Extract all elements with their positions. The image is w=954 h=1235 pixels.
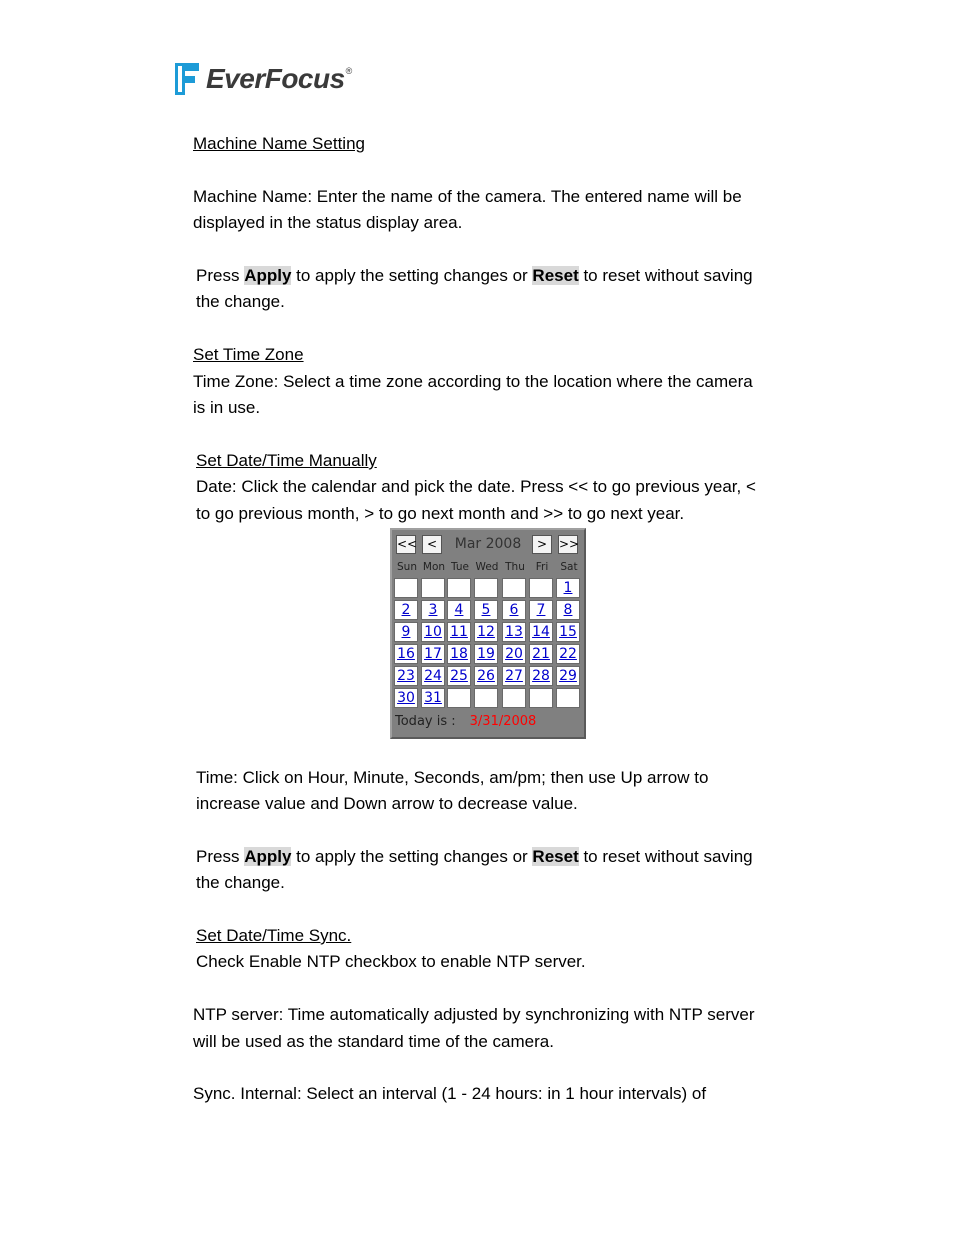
calendar-day-cell[interactable]	[556, 644, 580, 664]
calendar-day-cell[interactable]	[394, 600, 418, 620]
machine-name-heading: Machine Name Setting	[193, 134, 365, 153]
time-zone-heading: Set Time Zone	[193, 345, 304, 364]
calendar-day-cell[interactable]	[421, 644, 445, 664]
weekday-mon: Mon	[422, 561, 446, 573]
calendar-empty-cell	[529, 688, 553, 708]
calendar-day-cell[interactable]	[421, 622, 445, 642]
press-apply-reset-1-line-2: the change.	[196, 292, 285, 311]
sync-line-1: Check Enable NTP checkbox to enable NTP server.	[196, 952, 586, 971]
calendar-day-cell[interactable]	[556, 666, 580, 686]
calendar-day-cell[interactable]	[394, 688, 418, 708]
calendar-day-link[interactable]: 20	[505, 646, 523, 662]
calendar-day-link[interactable]: 3	[428, 602, 438, 618]
manual-date-line-2: to go previous month, > to go next month and >> to go next year.	[196, 504, 685, 523]
reset-label: Reset	[532, 847, 579, 866]
calendar-day-cell[interactable]	[394, 666, 418, 686]
calendar-day-cell[interactable]	[556, 600, 580, 620]
today-label: Today is :	[395, 714, 456, 729]
calendar-day-link[interactable]: 4	[454, 602, 464, 618]
manual-date-line-1: Date: Click the calendar and pick the date. Press << to go previous year, <	[196, 477, 756, 496]
time-zone-line-2: is in use.	[193, 398, 261, 417]
calendar-day-cell[interactable]	[474, 600, 498, 620]
manual-date-time-heading: Set Date/Time Manually	[196, 451, 377, 470]
press-mid-text: to apply the setting changes or	[291, 847, 533, 866]
calendar-day-link[interactable]: 16	[397, 646, 415, 662]
ntp-line-2: will be used as the standard time of the camera.	[193, 1032, 554, 1051]
calendar-day-cell[interactable]	[556, 578, 580, 598]
calendar-day-link[interactable]: 25	[450, 668, 468, 684]
calendar-day-link[interactable]: 5	[481, 602, 491, 618]
prev-year-button[interactable]: <<	[396, 535, 416, 554]
calendar-empty-cell	[556, 688, 580, 708]
apply-label: Apply	[244, 847, 292, 866]
calendar-day-cell[interactable]	[556, 622, 580, 642]
reset-label: Reset	[532, 266, 579, 285]
weekday-sat: Sat	[560, 561, 578, 573]
calendar-empty-cell	[421, 578, 445, 598]
apply-label: Apply	[244, 266, 292, 285]
weekday-sun: Sun	[397, 561, 417, 573]
calendar-day-link[interactable]: 12	[477, 624, 495, 640]
calendar-day-cell[interactable]	[474, 666, 498, 686]
calendar-day-cell[interactable]	[474, 644, 498, 664]
calendar-day-cell[interactable]	[447, 622, 471, 642]
calendar-day-cell[interactable]	[529, 622, 553, 642]
calendar-day-cell[interactable]	[502, 600, 526, 620]
calendar-day-link[interactable]: 17	[424, 646, 442, 662]
calendar-day-cell[interactable]	[502, 622, 526, 642]
press-post-text: to reset without saving	[578, 847, 753, 866]
calendar-day-link[interactable]: 1	[563, 580, 573, 596]
everfocus-mark-icon	[171, 61, 203, 97]
calendar-empty-cell	[394, 578, 418, 598]
calendar-day-cell[interactable]	[529, 600, 553, 620]
calendar-empty-cell	[447, 688, 471, 708]
calendar-empty-cell	[502, 688, 526, 708]
calendar-day-link[interactable]: 28	[532, 668, 550, 684]
next-month-button[interactable]: >	[532, 535, 552, 554]
calendar-day-link[interactable]: 14	[532, 624, 550, 640]
weekday-thu: Thu	[505, 561, 525, 573]
calendar-day-cell[interactable]	[502, 644, 526, 664]
calendar-day-cell[interactable]	[394, 644, 418, 664]
machine-name-line-2: displayed in the status display area.	[193, 213, 463, 232]
calendar-day-link[interactable]: 29	[559, 668, 577, 684]
press-post-text: to reset without saving	[578, 266, 753, 285]
today-date[interactable]: 3/31/2008	[469, 714, 537, 729]
calendar-day-link[interactable]: 13	[505, 624, 523, 640]
press-text: Press	[196, 847, 245, 866]
calendar-day-link[interactable]: 31	[424, 690, 442, 706]
calendar-day-cell[interactable]	[421, 688, 445, 708]
next-year-button[interactable]: >>	[558, 535, 578, 554]
registered-mark: ®	[345, 66, 353, 76]
calendar-day-cell[interactable]	[421, 666, 445, 686]
weekday-wed: Wed	[475, 561, 499, 573]
calendar-day-link[interactable]: 27	[505, 668, 523, 684]
calendar-day-link[interactable]: 19	[477, 646, 495, 662]
calendar-day-cell[interactable]	[394, 622, 418, 642]
calendar-empty-cell	[447, 578, 471, 598]
calendar-day-link[interactable]: 8	[563, 602, 573, 618]
calendar-day-cell[interactable]	[447, 644, 471, 664]
calendar-empty-cell	[502, 578, 526, 598]
calendar-day-cell[interactable]	[447, 600, 471, 620]
calendar-day-link[interactable]: 6	[509, 602, 519, 618]
calendar-day-link[interactable]: 22	[559, 646, 577, 662]
press-apply-reset-2-line-2: the change.	[196, 873, 285, 892]
prev-month-button[interactable]: <	[422, 535, 442, 554]
calendar-empty-cell	[474, 688, 498, 708]
everfocus-logo	[171, 60, 352, 98]
calendar-day-cell[interactable]	[529, 666, 553, 686]
calendar-month-label: Mar 2008	[454, 536, 522, 552]
calendar-day-link[interactable]: 30	[397, 690, 415, 706]
calendar-day-cell[interactable]	[447, 666, 471, 686]
calendar-empty-cell	[474, 578, 498, 598]
calendar-day-cell[interactable]	[421, 600, 445, 620]
calendar-day-link[interactable]: 2	[401, 602, 411, 618]
sync-heading: Set Date/Time Sync.	[196, 926, 352, 945]
calendar-day-link[interactable]: 11	[450, 624, 468, 640]
calendar-empty-cell	[529, 578, 553, 598]
calendar-day-link[interactable]: 24	[424, 668, 442, 684]
calendar-day-link[interactable]: 26	[477, 668, 495, 684]
calendar-widget	[390, 528, 586, 739]
calendar-day-cell[interactable]	[474, 622, 498, 642]
calendar-day-link[interactable]: 9	[401, 624, 411, 640]
weekday-tue: Tue	[451, 561, 469, 573]
press-mid-text: to apply the setting changes or	[291, 266, 533, 285]
time-line-2: increase value and Down arrow to decrease value.	[196, 794, 578, 813]
calendar-day-link[interactable]: 10	[424, 624, 442, 640]
sync-interval-line-1: Sync. Internal: Select an interval (1 - 24 hours: in 1 hour intervals) of	[193, 1084, 707, 1103]
ntp-line-1: NTP server: Time automatically adjusted by synchronizing with NTP server	[193, 1005, 755, 1024]
calendar-footer	[395, 714, 536, 729]
calendar-day-cell[interactable]	[529, 644, 553, 664]
brand-name: EverFocus	[206, 63, 345, 94]
calendar-day-link[interactable]: 15	[559, 624, 577, 640]
calendar-day-link[interactable]: 7	[536, 602, 546, 618]
press-apply-reset-2	[196, 844, 753, 871]
time-line-1: Time: Click on Hour, Minute, Seconds, am/pm; then use Up arrow to	[196, 768, 709, 787]
calendar-day-cell[interactable]	[502, 666, 526, 686]
weekday-fri: Fri	[535, 561, 549, 573]
calendar-day-link[interactable]: 21	[532, 646, 550, 662]
calendar-day-link[interactable]: 23	[397, 668, 415, 684]
time-zone-line-1: Time Zone: Select a time zone according to the location where the camera	[193, 372, 753, 391]
press-text: Press	[196, 266, 245, 285]
press-apply-reset-1	[196, 263, 753, 290]
machine-name-line-1: Machine Name: Enter the name of the camera. The entered name will be	[193, 187, 742, 206]
calendar-day-link[interactable]: 18	[450, 646, 468, 662]
